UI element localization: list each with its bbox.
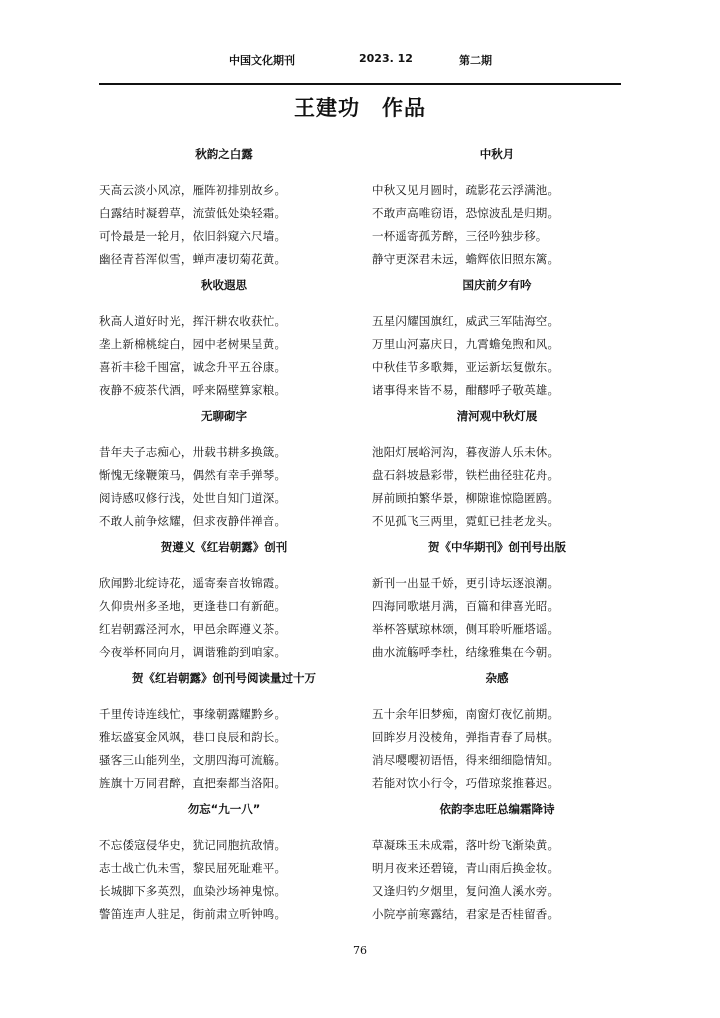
poem-title: 秋韵之白露 [195, 147, 253, 161]
poem-line: 旌旗十万同君醉，直把秦都当洛阳。 [99, 776, 287, 790]
poem-line: 举杯答赋琼林颂，侧耳聆听雁塔谣。 [372, 622, 560, 636]
issue-date: 2023. 12 [359, 52, 413, 65]
poem-title: 中秋月 [479, 147, 515, 161]
poem-line: 阅诗感叹修行浅，处世自知门道深。 [99, 491, 287, 505]
poem-line: 骚客三山能列坐，文朋四海可流觞。 [99, 753, 287, 767]
poem-line: 小院亭前寒露结，君家是否桂留香。 [372, 907, 560, 921]
poem-line: 志士战亡仇未雪，黎民屈死耻难平。 [99, 861, 287, 875]
poem-line: 不忘倭寇侵华史，犹记同胞抗敌情。 [99, 838, 287, 852]
poem-title: 国庆前夕有吟 [462, 278, 532, 292]
poem-line: 喜祈丰稔千囤富，诚念升平五谷康。 [99, 360, 287, 374]
poem-line: 惭愧无缘鞭策马，偶然有幸手弹琴。 [99, 468, 287, 482]
poem-line: 池阳灯展峪河沟，暮夜游人乐未休。 [372, 445, 560, 459]
poem-title: 无聊砌字 [201, 409, 247, 423]
poem-line: 屏前顾拍繁华景，柳隙谁惊隐匿鸥。 [372, 491, 560, 505]
poem-line: 不敢人前争炫耀，但求夜静伴禅音。 [99, 514, 287, 528]
poem-line: 今夜举杯同向月，调谐雅韵到咱家。 [99, 645, 287, 659]
page-title: 王建功 作品 [294, 96, 426, 120]
poem-line: 明月夜来还碧镜，青山雨后换金妆。 [372, 861, 560, 875]
left-column [99, 146, 349, 932]
poem-line: 天高云淡小风凉，雁阵初排别故乡。 [99, 183, 287, 197]
poem-line: 白露结时凝碧草，流萤低处染轻霜。 [99, 206, 287, 220]
poem-block [372, 670, 622, 801]
poem-line: 秋高人道好时光，挥汗耕农收获忙。 [99, 314, 287, 328]
poem-line: 曲水流觞呼李杜，结缘雅集在今朝。 [372, 645, 560, 659]
poem-title: 勿忘“九一八” [187, 802, 261, 816]
poem-line: 可怜最是一轮月，依旧斜窥六尺墙。 [99, 229, 287, 243]
poem-line: 警笛连声人驻足，街前肃立听钟鸣。 [99, 907, 287, 921]
poem-block [372, 146, 622, 277]
poem-line: 消尽嘤嘤初语悟，得来细细隐情知。 [372, 753, 560, 767]
poem-title: 秋收遐思 [201, 278, 247, 292]
poem-line: 长城脚下多英烈，血染沙场神鬼惊。 [99, 884, 287, 898]
poem-title: 贺《红岩朝露》创刊号阅读量过十万 [132, 671, 316, 685]
poem-line: 不敢声高唯窃语，恐惊波乱是归期。 [372, 206, 560, 220]
poem-line: 静守更深君未远，蟾辉依旧照东篱。 [372, 252, 560, 266]
poem-line: 久仰贵州多圣地，更逢巷口有新葩。 [99, 599, 287, 613]
poem-line: 红岩朝露泾河水，甲邑余晖遵义茶。 [99, 622, 287, 636]
poem-block [372, 277, 622, 408]
poem-title: 清河观中秋灯展 [456, 409, 538, 423]
poem-line: 千里传诗连线忙，事缘朝露耀黔乡。 [99, 707, 287, 721]
poem-line: 欣闻黔北绽诗花，遥寄秦音妆锦霞。 [99, 576, 287, 590]
poem-line: 幽径青苔浑似雪，蝉声凄切菊花黄。 [99, 252, 287, 266]
poem-line: 又逢归钓夕烟里，复问渔人溪水旁。 [372, 884, 560, 898]
poem-title: 杂感 [485, 671, 509, 685]
poem-line: 四海同歌堪月满，百篇和律喜光昭。 [372, 599, 560, 613]
poem-line: 五星闪耀国旗红，威武三军陆海空。 [372, 314, 560, 328]
poem-block [99, 277, 349, 408]
running-header [0, 52, 720, 68]
poem-line: 盘石斜坡悬彩带，铁栏曲径驻花舟。 [372, 468, 560, 482]
issue-number: 第二期 [459, 54, 492, 67]
poem-title: 贺遵义《红岩朝露》创刊 [160, 540, 288, 554]
header-rule [99, 83, 621, 85]
poem-block [99, 801, 349, 932]
poem-line: 草凝珠玉未成霜，落叶纷飞渐染黄。 [372, 838, 560, 852]
poem-line: 回眸岁月没棱角，弹指青春了局棋。 [372, 730, 560, 744]
page-number: 76 [353, 944, 367, 957]
poem-block [99, 670, 349, 801]
poem-title: 依韵李忠旺总编霜降诗 [439, 802, 555, 816]
poem-line: 垄上新棉桃绽白，园中老树果呈黄。 [99, 337, 287, 351]
poem-line: 夜静不疲茶代酒，呼来隔壁算家粮。 [99, 383, 287, 397]
poem-block [99, 408, 349, 539]
poem-line: 诸事得来皆不易，酣醪呼子敬英雄。 [372, 383, 560, 397]
right-column [372, 146, 622, 932]
poem-block [372, 408, 622, 539]
poem-line: 新刊一出显千娇，更引诗坛逐浪潮。 [372, 576, 560, 590]
poem-block [99, 146, 349, 277]
poem-block [99, 539, 349, 670]
poem-line: 若能对饮小行令，巧借琼浆推暮迟。 [372, 776, 560, 790]
poem-block [372, 539, 622, 670]
poem-line: 万里山河嘉庆日，九霄蟾兔煦和风。 [372, 337, 560, 351]
poem-line: 雅坛盛宴金风飒，巷口良辰和韵长。 [99, 730, 287, 744]
poem-line: 昔年夫子志痴心，卅载书耕多换箴。 [99, 445, 287, 459]
poem-line: 中秋又见月圆时，疏影花云浮满池。 [372, 183, 560, 197]
poem-line: 不见孤飞三两里，霓虹已挂老龙头。 [372, 514, 560, 528]
poem-line: 中秋佳节多歌舞，亚运新坛复傲东。 [372, 360, 560, 374]
poem-line: 五十余年旧梦痴，南窗灯夜忆前期。 [372, 707, 560, 721]
poem-block [372, 801, 622, 932]
poem-title: 贺《中华期刊》创刊号出版 [428, 540, 566, 554]
poem-line: 一杯遥寄孤芳醉，三径吟独步移。 [372, 229, 548, 243]
journal-name: 中国文化期刊 [229, 54, 295, 67]
